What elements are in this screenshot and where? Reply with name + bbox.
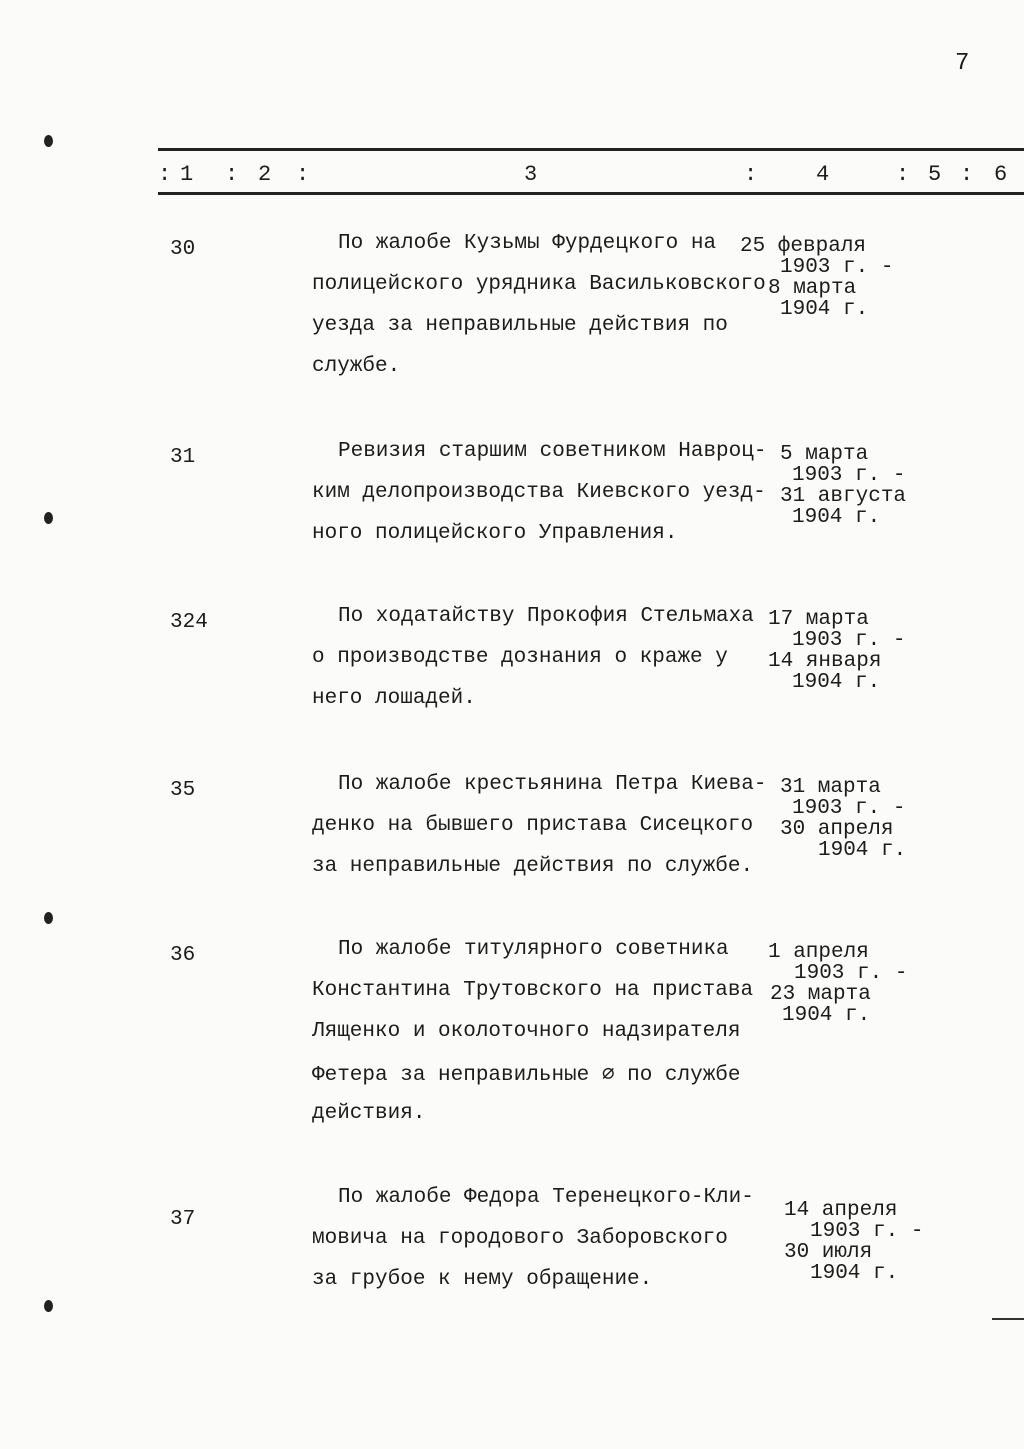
entry-description-line: денко на бывшего пристава Сисецкого — [312, 814, 754, 837]
page-number: 7 — [955, 50, 970, 77]
entry-date-line: 1903 г. - — [792, 464, 906, 487]
entry-date-line: 1904 г. — [782, 1004, 871, 1027]
entry-description-line: По жалобе Федора Теренецкого-Кли- — [338, 1186, 754, 1209]
col-sep: : — [896, 162, 910, 187]
col-2: 2 — [258, 162, 272, 187]
entry-description-line: По ходатайству Прокофия Стельмаха — [338, 605, 754, 628]
col-sep: : — [158, 162, 172, 187]
entry-date-line: 23 марта — [770, 983, 871, 1006]
header-top-rule — [158, 148, 1024, 151]
col-sep: : — [225, 162, 239, 187]
col-1: 1 — [180, 162, 194, 187]
entry-date-line: 5 марта — [780, 443, 869, 466]
entry-date-line: 17 марта — [768, 608, 869, 631]
header-bottom-rule — [158, 192, 1024, 195]
entry-date-line: 1903 г. - — [792, 629, 906, 652]
entry-description-line: По жалобе крестьянина Петра Киева- — [338, 773, 767, 796]
binding-hole-mark — [44, 512, 53, 524]
entry-description-line: По жалобе Кузьмы Фурдецкого на — [338, 232, 717, 255]
entry-description-line: действия. — [312, 1102, 426, 1125]
entry-number: 30 — [170, 238, 196, 261]
entry-date-line: 25 февраля — [740, 235, 867, 258]
entry-description-line: уезда за неправильные действия по — [312, 314, 728, 337]
entry-date-line: 31 августа — [780, 485, 907, 508]
entry-description-line: ким делопроизводства Киевского уезд- — [312, 481, 766, 504]
col-sep: : — [960, 162, 974, 187]
entry-date-line: 31 марта — [780, 776, 881, 799]
entry-description-line: Лященко и околоточного надзирателя — [312, 1020, 741, 1043]
entry-date-line: 1 апреля — [768, 941, 869, 964]
entry-date-line: 1903 г. - — [810, 1220, 924, 1243]
entry-date-line: 1903 г. - — [780, 256, 894, 279]
entry-number: 36 — [170, 944, 196, 967]
entry-description-line: По жалобе титулярного советника — [338, 938, 729, 961]
entry-description-line: Фетера за неправильные ∅ по службе — [312, 1064, 741, 1087]
entry-date-line: 8 марта — [768, 277, 857, 300]
entry-date-line: 1903 г. - — [792, 797, 906, 820]
entry-number: 37 — [170, 1208, 196, 1231]
entry-number: 35 — [170, 779, 196, 802]
col-3: 3 — [524, 162, 538, 187]
entry-date-line: 1904 г. — [818, 839, 907, 862]
entry-description-line: Ревизия старшим советником Навроц- — [338, 440, 767, 463]
entry-date-line: 1904 г. — [780, 298, 869, 321]
binding-hole-mark — [44, 135, 53, 147]
entry-date-line: 14 января — [768, 650, 882, 673]
col-6: 6 — [994, 162, 1008, 187]
entry-date-line: 1904 г. — [792, 506, 881, 529]
entry-date-line: 1903 г. - — [794, 962, 908, 985]
entry-number: 31 — [170, 446, 196, 469]
entry-description-line: Константина Трутовского на пристава — [312, 979, 754, 1002]
entry-description-line: мовича на городового Заборовского — [312, 1227, 728, 1250]
col-5: 5 — [928, 162, 942, 187]
margin-mark — [992, 1318, 1024, 1320]
entry-description-line: ного полицейского Управления. — [312, 522, 678, 545]
entry-date-line: 1904 г. — [810, 1262, 899, 1285]
entry-description-line: службе. — [312, 355, 401, 378]
entry-date-line: 30 апреля — [780, 818, 894, 841]
col-sep: : — [296, 162, 310, 187]
entry-description-line: полицейского урядника Васильковского — [312, 273, 766, 296]
entry-description-line: него лошадей. — [312, 687, 476, 710]
entry-description-line: за неправильные действия по службе. — [312, 855, 754, 878]
entry-number: 324 — [170, 611, 208, 634]
entry-description-line: о производстве дознания о краже у — [312, 646, 728, 669]
entry-date-line: 14 апреля — [784, 1199, 898, 1222]
col-4: 4 — [816, 162, 830, 187]
entry-date-line: 30 июля — [784, 1241, 873, 1264]
entry-description-line: за грубое к нему обращение. — [312, 1268, 653, 1291]
binding-hole-mark — [44, 1300, 53, 1312]
entry-date-line: 1904 г. — [792, 671, 881, 694]
col-sep: : — [744, 162, 758, 187]
binding-hole-mark — [44, 912, 53, 924]
